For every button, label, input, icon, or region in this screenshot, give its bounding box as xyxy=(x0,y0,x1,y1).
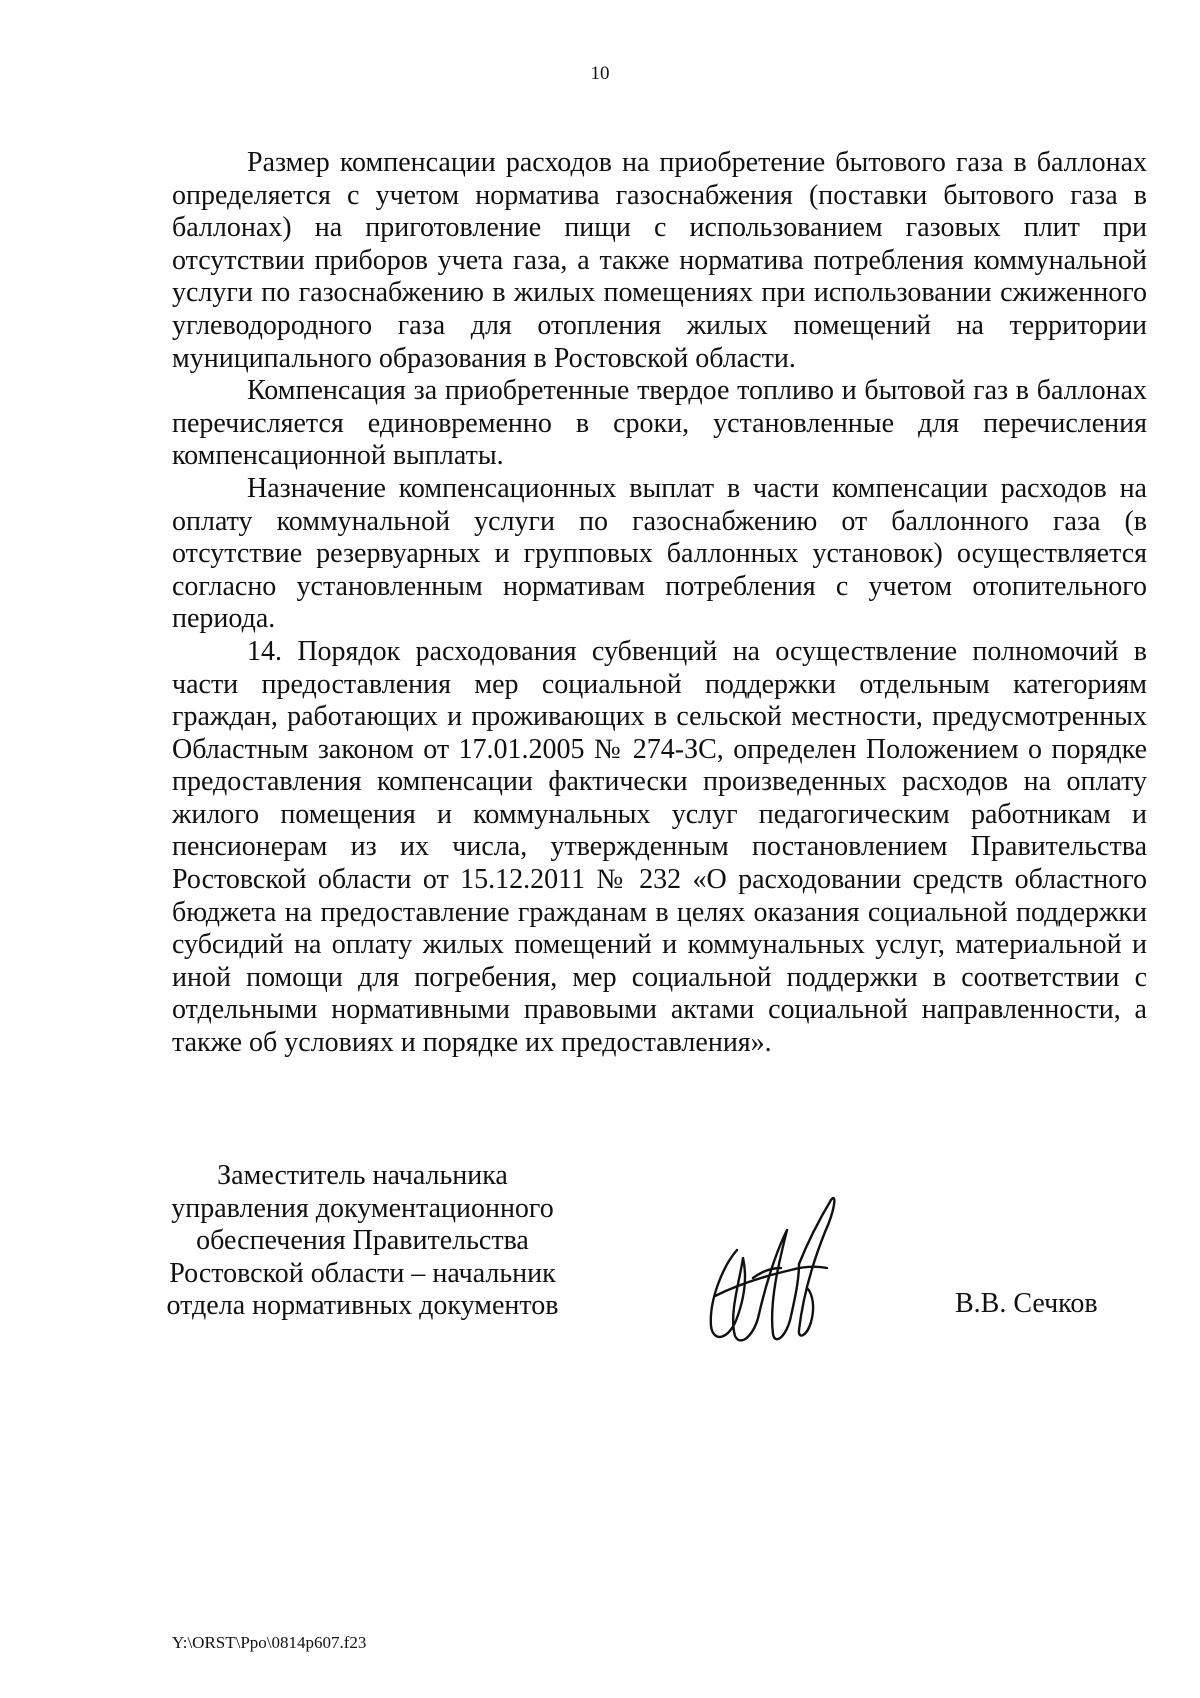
paragraph-solid-fuel-compensation: Компенсация за приобретенные твердое топливо и бытовой газ в баллонах перечисляется единовременно в сроки, установленные для перечисления компенсационной выплаты. xyxy=(172,375,1147,472)
signer-title xyxy=(150,1160,575,1323)
signer-title-line: Ростовской области – начальник xyxy=(169,1257,556,1289)
paragraph-compensation-assignment: Назначение компенсационных выплат в части компенсации расходов на оплату коммунальной услуги по газоснабжению от баллонного газа (в отсутствие резервуарных и групповых баллонных установок) осуществляется согласно установленным нормативам потребления с учетом отопительного периода. xyxy=(172,472,1147,635)
signer-title-line: управления документационного xyxy=(171,1192,554,1224)
paragraph-gas-cylinder-compensation: Размер компенсации расходов на приобретение бытового газа в баллонах определяется с учетом норматива газоснабжения (поставки бытового газа в баллонах) на приготовление пищи с использованием газовых плит при отсутствии приборов учета газа, а также норматива потребления коммунальной услуги по газоснабжению в жилых помещениях при использовании сжиженного углеводородного газа для отопления жилых помещений на территории муниципального образования в Ростовской области. xyxy=(172,147,1147,374)
signer-title-line: обеспечения Правительства xyxy=(196,1225,529,1257)
signer-name: В.В. Сечков xyxy=(955,1288,1098,1319)
page-number: 10 xyxy=(590,63,610,84)
file-path: Y:\ORST\Ppo\0814p607.f23 xyxy=(172,1633,367,1652)
handwritten-signature xyxy=(695,1188,845,1353)
paragraph-item-14: 14. Порядок расходования субвенций на осуществление полномочий в части предоставления мер социальной поддержки отдельным категориям граждан, работающих и проживающих в сельской местности, предусмотренных Областным законом от 17.01.2005 № 274-ЗС, определен Положением о порядке предоставления компенсации фактически произведенных расходов на оплату жилого помещения и коммунальных услуг педагогическим работникам и пенсионерам из их числа, утвержденным постановлением Правительства Ростовской области от 15.12.2011 № 232 «О расходовании средств областного бюджета на предоставление гражданам в целях оказания социальной поддержки субсидий на оплату жилых помещений и коммунальных услуг, материальной и иной помощи для погребения, мер социальной поддержки в соответствии с отдельными нормативными правовыми актами социальной направленности, а также об условиях и порядке их предоставления». xyxy=(172,635,1147,1059)
signer-title-line: Заместитель начальника xyxy=(217,1160,508,1191)
document-body xyxy=(172,147,1147,1060)
signer-title-line: отдела нормативных документов xyxy=(166,1290,559,1322)
